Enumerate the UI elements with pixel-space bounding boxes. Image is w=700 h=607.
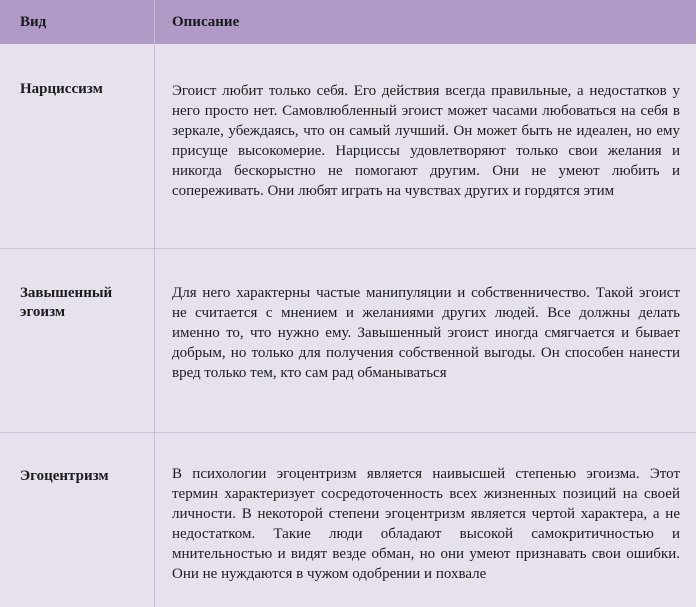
column-divider (154, 44, 155, 248)
row-description: Эгоист любит только себя. Его действия всегда правильные, а недостатков у него просто нет. Самовлюбленный эгоист может часами любоваться на себя в зеркале, убеждаясь, что он самый лучший. Он может быть не идеален, но ему присуще высокомерие. Нарциссы удовлетворяют только свои желания и никогда бескорыстно не помогают другим. Они не умеют любить и сопереживать. Они любят играть на чувствах других и гордятся этим (172, 83, 680, 199)
header-description: Описание (172, 14, 240, 30)
table-row (0, 44, 696, 248)
header-kind: Вид (20, 14, 47, 30)
column-divider (154, 433, 155, 607)
row-kind: Нарциссизм (20, 81, 103, 97)
header-divider (154, 0, 155, 44)
table-row (0, 249, 696, 432)
row-description: Для него характерны частые манипуляции и собственничество. Такой эгоист не считается с мнением и желаниями других людей. Все должны делать именно то, что нужно ему. Завышенный эгоист иногда смягчается и бывает добрым, но только для получения собственной выгоды. Он способен нанести вред только тем, кто сам рад обманываться (172, 285, 680, 381)
row-description: В психологии эгоцентризм является наивысшей степенью эгоизма. Этот термин характеризует сосредоточенность всех жизненных позиций на своей личности. В некоторой степени эгоцентризм является чертой характера, а не недостатком. Такие люди обладают высокой самокритичностью и мнительностью и видят везде обман, но они умеют признавать свои ошибки. Они не нуждаются в чужом одобрении и похвале (172, 466, 680, 582)
row-kind: Эгоцентризм (20, 468, 109, 484)
row-kind: Завышенный эгоизм (20, 285, 113, 320)
table-row (0, 433, 696, 607)
table-header (0, 0, 696, 44)
column-divider (154, 249, 155, 432)
